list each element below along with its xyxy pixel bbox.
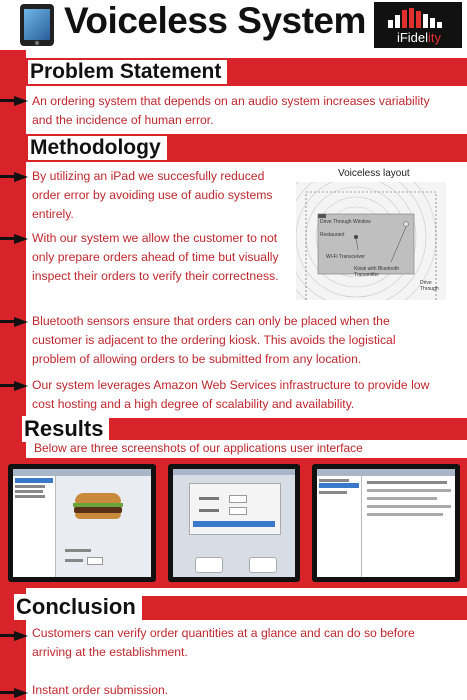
results-caption: Below are three screenshots of our applications user interface xyxy=(34,441,363,455)
label-drive-through: Drive Through xyxy=(420,280,439,292)
header xyxy=(0,0,467,50)
conclusion-heading: Conclusion xyxy=(14,594,142,620)
bullet-arrow-icon xyxy=(14,172,28,182)
bullet-arrow-icon xyxy=(14,631,28,641)
bullet-arrow-icon xyxy=(14,381,28,391)
method-point-1: By utilizing an iPad we succesfully reduced order error by avoiding use of audio systems entirely. xyxy=(32,169,273,221)
screenshots-strip xyxy=(0,458,467,588)
results-heading: Results xyxy=(22,416,109,442)
method-point-4: Our system leverages Amazon Web Services infrastructure to provide low cost hosting and a high degree of scalability and availability. xyxy=(32,378,430,411)
method-point-2: With our system we allow the customer to not only prepare orders ahead of time but visually inspect their orders to verify their correctness. xyxy=(32,231,279,283)
voiceless-layout-diagram xyxy=(296,168,446,300)
ipad-icon xyxy=(20,4,54,46)
screenshot-3 xyxy=(312,464,460,582)
conclusion-point-2: Instant order submission. xyxy=(32,683,169,697)
methodology-heading: Methodology xyxy=(28,136,167,160)
label-kiosk: Kiosk with Bluetooth Transmitter xyxy=(354,266,400,278)
equalizer-bars-icon xyxy=(388,8,448,28)
poster-title: Voiceless System xyxy=(64,0,366,41)
hamburger-image xyxy=(75,493,121,503)
bullet-arrow-icon xyxy=(14,317,28,327)
bullet-arrow-icon xyxy=(14,234,28,244)
label-transceiver: Wi-Fi Transceiver xyxy=(326,254,365,260)
problem-heading: Problem Statement xyxy=(28,60,227,84)
screenshot-2 xyxy=(168,464,300,582)
conclusion-point-1: Customers can verify order quantities at a glance and can do so before arriving at the establishment. xyxy=(32,626,415,659)
method-point-3: Bluetooth sensors ensure that orders can only be placed when the customer is adjacent to the ordering kiosk. This avoids the logistical problem of allowing orders to be submitted from any location. xyxy=(32,314,396,366)
problem-text: An ordering system that depends on an audio system increases variability and the incidence of human error. xyxy=(32,94,430,127)
diagram-title: Voiceless layout xyxy=(338,168,410,179)
bullet-arrow-icon xyxy=(14,688,28,698)
ifidelity-logo xyxy=(374,2,462,48)
bullet-arrow-icon xyxy=(14,96,28,106)
label-restaurant: Restaurant xyxy=(320,232,345,238)
label-window: Drive Through Window xyxy=(320,219,371,225)
screenshot-1 xyxy=(8,464,156,582)
logo-text: iFidelity xyxy=(396,30,442,45)
